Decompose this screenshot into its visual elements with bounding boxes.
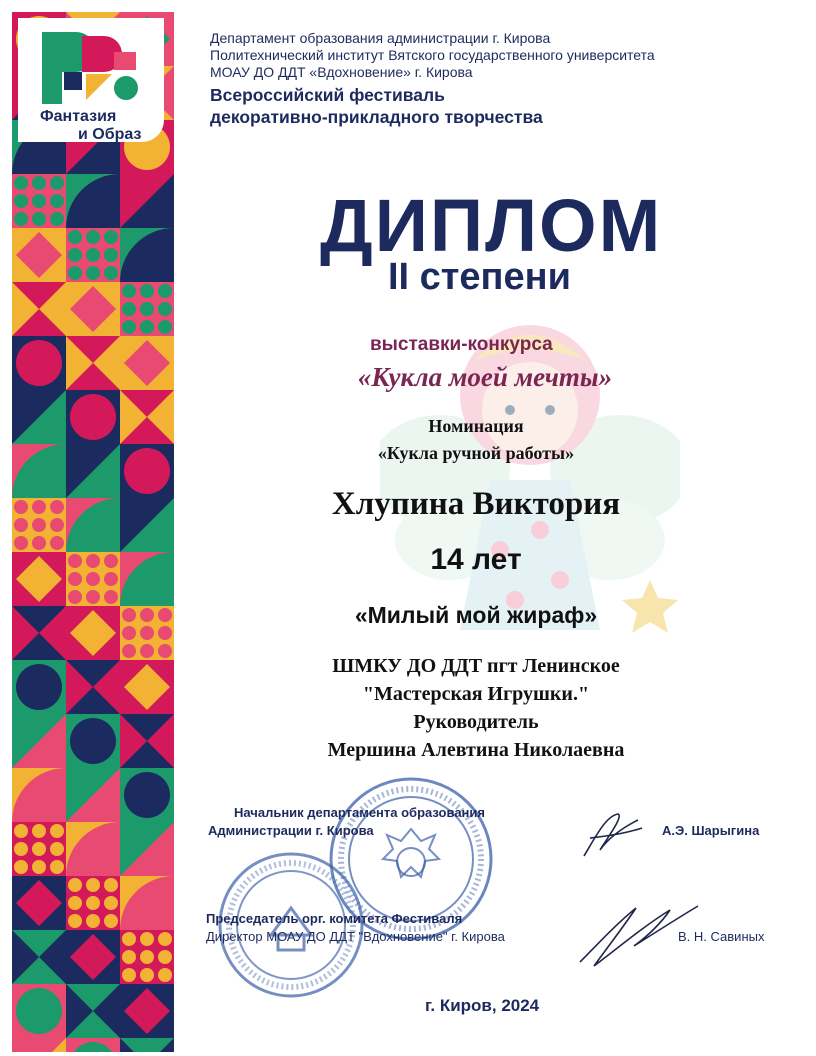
pattern-tile	[50, 842, 64, 856]
pattern-tile	[16, 340, 62, 386]
pattern-tile	[14, 176, 28, 190]
pattern-tile	[86, 896, 100, 910]
header-line-1: Департамент образования администрации г. Кирова	[210, 30, 551, 46]
pattern-tile	[32, 500, 46, 514]
pattern-tile	[14, 518, 28, 532]
signature-1-scribble	[576, 806, 646, 866]
supervisor-label: Руководитель	[413, 711, 539, 733]
pattern-tile	[158, 626, 172, 640]
signatory-2-name: В. Н. Савиных	[678, 929, 765, 944]
header-line-2: Политехнический институт Вятского государственного университета	[210, 47, 655, 63]
pattern-tile	[124, 448, 170, 494]
pattern-tile	[86, 248, 100, 262]
pattern-tile	[14, 824, 28, 838]
signatory-2-title-line-2: Директор МОАУ ДО ДДТ "Вдохновение" г. Кирова	[206, 929, 505, 944]
pattern-tile	[122, 302, 136, 316]
participant-name: Хлупина Виктория	[331, 486, 621, 522]
pattern-tile	[68, 896, 82, 910]
signatory-2-title-line-1: Председатель орг. комитета Фестиваля	[206, 911, 463, 926]
logo-text-line2: и Образ	[78, 126, 142, 143]
pattern-tile	[50, 518, 64, 532]
pattern-tile	[50, 176, 64, 190]
work-title: «Милый мой жираф»	[354, 602, 598, 628]
diploma-degree: II степени	[388, 256, 571, 298]
pattern-tile	[140, 932, 154, 946]
organization-block	[236, 652, 716, 764]
pattern-tile	[140, 626, 154, 640]
pattern-tile	[158, 932, 172, 946]
nomination-name: «Кукла ручной работы»	[377, 443, 575, 463]
logo-emblem-icon	[42, 32, 142, 104]
pattern-tile	[14, 842, 28, 856]
pattern-tile	[50, 824, 64, 838]
logo-text-line1: Фантазия	[40, 108, 117, 125]
pattern-tile	[140, 302, 154, 316]
festival-name-line-1: Всероссийский фестиваль	[210, 85, 445, 105]
pattern-tile	[16, 664, 62, 710]
pattern-tile	[158, 284, 172, 298]
pattern-tile	[104, 248, 118, 262]
pattern-tile	[122, 608, 136, 622]
pattern-tile	[50, 860, 64, 874]
pattern-tile	[86, 554, 100, 568]
pattern-tile	[32, 842, 46, 856]
pattern-tile	[68, 914, 82, 928]
pattern-tile	[158, 320, 172, 334]
participant-age: 14 лет	[430, 543, 522, 576]
festival-logo	[18, 18, 164, 142]
signatory-1-name: А.Э. Шарыгина	[662, 823, 760, 838]
diploma-title: ДИПЛОМ	[320, 184, 663, 267]
pattern-tile	[32, 194, 46, 208]
pattern-tile	[104, 590, 118, 604]
pattern-tile	[140, 644, 154, 658]
pattern-tile	[140, 320, 154, 334]
pattern-tile	[140, 950, 154, 964]
signatory-1-title-line-1: Начальник департамента образования	[234, 805, 485, 820]
signatory-1-title-line-2: Администрации г. Кирова	[208, 823, 374, 838]
nomination-label: Номинация	[428, 416, 524, 436]
pattern-tile	[104, 572, 118, 586]
pattern-tile	[86, 914, 100, 928]
pattern-tile	[104, 230, 118, 244]
pattern-tile	[32, 536, 46, 550]
pattern-tile	[68, 572, 82, 586]
pattern-tile	[14, 536, 28, 550]
pattern-tile	[158, 608, 172, 622]
pattern-tile	[50, 536, 64, 550]
pattern-tile	[140, 284, 154, 298]
pattern-tile	[32, 824, 46, 838]
festival-name-line-2: декоративно-прикладного творчества	[210, 107, 543, 127]
pattern-tile	[68, 554, 82, 568]
pattern-tile	[140, 608, 154, 622]
pattern-tile	[122, 644, 136, 658]
city-and-year: г. Киров, 2024	[425, 996, 540, 1015]
pattern-tile	[104, 266, 118, 280]
pattern-tile	[50, 500, 64, 514]
pattern-tile	[122, 968, 136, 982]
pattern-tile	[140, 968, 154, 982]
pattern-tile	[16, 988, 62, 1034]
pattern-tile	[104, 914, 118, 928]
pattern-tile	[104, 878, 118, 892]
pattern-tile	[32, 518, 46, 532]
pattern-tile	[122, 284, 136, 298]
pattern-tile	[68, 230, 82, 244]
pattern-tile	[68, 590, 82, 604]
issuer-header	[210, 30, 770, 128]
pattern-tile	[122, 932, 136, 946]
pattern-tile	[122, 626, 136, 640]
pattern-tile	[68, 266, 82, 280]
pattern-tile	[50, 212, 64, 226]
pattern-tile	[122, 320, 136, 334]
pattern-tile	[32, 860, 46, 874]
pattern-tile	[124, 772, 170, 818]
contest-label: выставки-конкурса	[370, 334, 553, 355]
header-line-3: МОАУ ДО ДДТ «Вдохновение» г. Кирова	[210, 64, 473, 80]
pattern-tile	[158, 968, 172, 982]
pattern-tile	[50, 194, 64, 208]
pattern-tile	[14, 500, 28, 514]
pattern-tile	[32, 176, 46, 190]
pattern-tile	[70, 718, 116, 764]
decorative-pattern-strip	[12, 12, 176, 1052]
pattern-tile	[158, 644, 172, 658]
organization-name: ШМКУ ДО ДДТ пгт Ленинское	[332, 655, 620, 677]
studio-name: "Мастерская Игрушки."	[362, 683, 590, 705]
pattern-tile	[86, 878, 100, 892]
pattern-tile	[14, 860, 28, 874]
pattern-tile	[68, 878, 82, 892]
pattern-tile	[68, 248, 82, 262]
pattern-tile	[122, 950, 136, 964]
pattern-tile	[104, 896, 118, 910]
pattern-tile	[158, 950, 172, 964]
contest-name: «Кукла моей мечты»	[357, 362, 613, 392]
pattern-tile	[70, 394, 116, 440]
pattern-tile	[86, 266, 100, 280]
pattern-tile	[32, 212, 46, 226]
pattern-tile	[86, 230, 100, 244]
pattern-tile	[86, 572, 100, 586]
pattern-tile	[14, 212, 28, 226]
pattern-tile	[14, 194, 28, 208]
pattern-tile	[86, 590, 100, 604]
pattern-tile	[158, 302, 172, 316]
pattern-tile	[104, 554, 118, 568]
supervisor-name: Мершина Алевтина Николаевна	[327, 739, 625, 761]
